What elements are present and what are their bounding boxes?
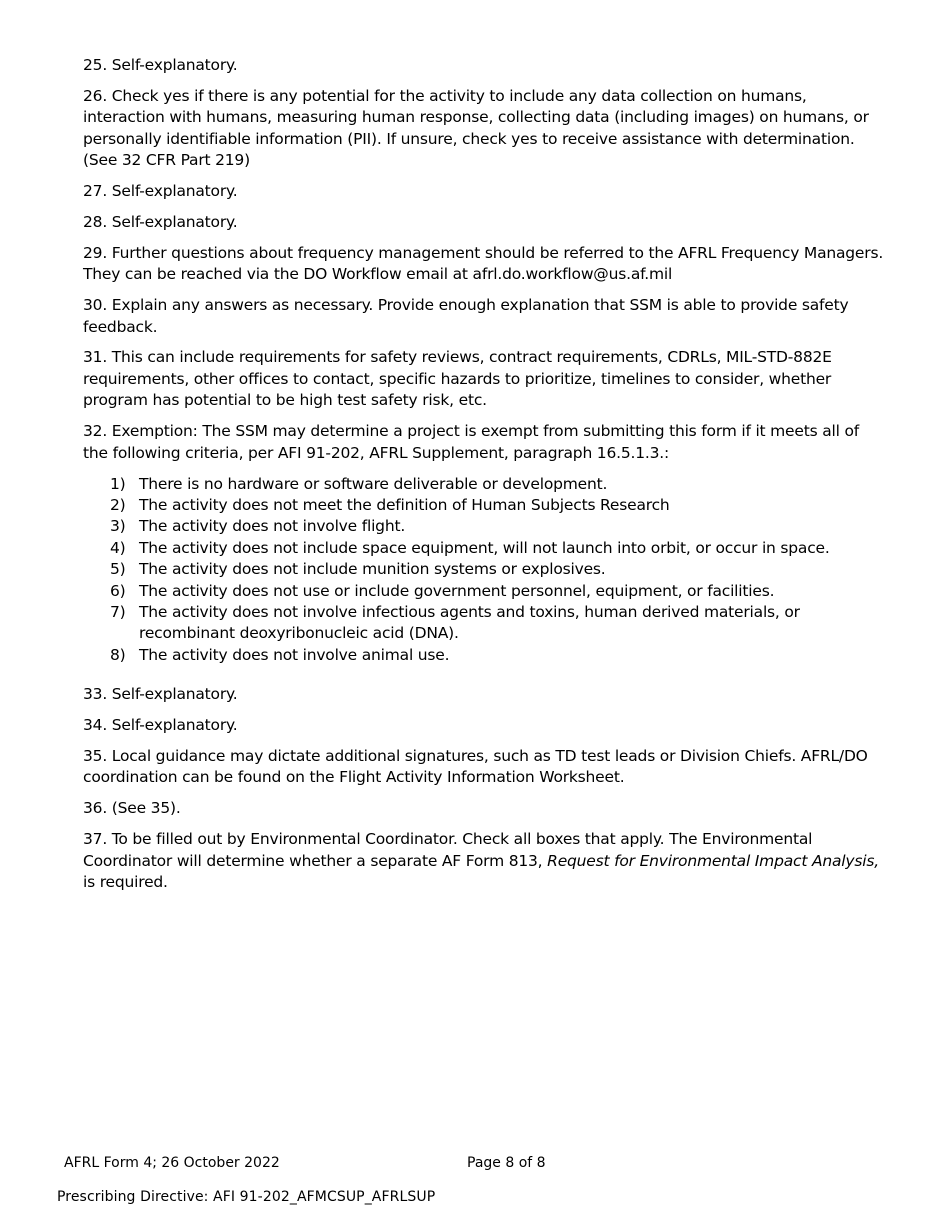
exemption-criteria-list (83, 474, 885, 667)
instruction-27: 27. Self-explanatory. (83, 182, 238, 201)
list-item-number: 5) (110, 560, 126, 579)
instruction-29: 29. Further questions about frequency management should be referred to the AFRL Frequency Managers. They can be reached via the DO Workflow email at afrl.do.workflow@us.af.mil (83, 243, 884, 284)
instruction-31: 31. This can include requirements for safety reviews, contract requirements, CDRLs, MIL-STD-882E requirements, other offices to contact, specific hazards to prioritize, timelines to consider, whether program has potential to be high test safety risk, etc. (83, 348, 832, 410)
list-item-number: 3) (110, 517, 126, 536)
instruction-30: 30. Explain any answers as necessary. Provide enough explanation that SSM is able to provide safety feedback. (83, 296, 849, 336)
list-item (83, 516, 885, 537)
instruction-34: 34. Self-explanatory. (83, 716, 238, 735)
instruction-37 (83, 829, 885, 893)
list-item-number: 8) (110, 645, 126, 664)
list-item-text: The activity does not include space equipment, will not launch into orbit, or occur in space. (139, 538, 830, 557)
instruction-33: 33. Self-explanatory. (83, 685, 238, 704)
footer-prescribing-directive: Prescribing Directive: AFI 91-202_AFMCSUP_AFRLSUP (57, 1189, 436, 1205)
list-item (83, 495, 885, 516)
list-item (83, 581, 885, 602)
list-item-text: The activity does not involve flight. (139, 517, 406, 536)
instructions-body (83, 55, 885, 903)
list-spacer (83, 675, 885, 684)
instruction-37-text: 37. To be filled out by Environmental Coordinator. Check all boxes that apply. The Environmental Coordinator will determine whether a separate AF Form 813, (83, 830, 813, 870)
list-item (83, 559, 885, 580)
footer-form-id: AFRL Form 4; 26 October 2022 (64, 1155, 280, 1171)
instruction-28: 28. Self-explanatory. (83, 212, 238, 231)
list-item-text: The activity does not include munition systems or explosives. (139, 560, 606, 579)
list-item-text: The activity does not meet the definition of Human Subjects Research (139, 495, 670, 514)
instruction-26: 26. Check yes if there is any potential for the activity to include any data collection on humans, interaction with humans, measuring human response, collecting data (including images) on humans, or personally identifiable information (PII). If unsure, check yes to receive assistance with determination. (See 32 CFR Part 219) (83, 86, 869, 170)
instruction-35: 35. Local guidance may dictate additional signatures, such as TD test leads or Division Chiefs. AFRL/DO coordination can be found on the Flight Activity Information Worksheet. (83, 746, 868, 787)
list-item-number: 1) (110, 474, 126, 493)
instruction-25: 25. Self-explanatory. (83, 56, 238, 74)
list-item-text: The activity does not use or include government personnel, equipment, or facilities. (139, 581, 775, 600)
list-item (83, 645, 885, 666)
list-item-text: There is no hardware or software deliverable or development. (139, 474, 608, 493)
form-title-italic: Request for Environmental Impact Analysis, (547, 851, 879, 870)
list-item-number: 2) (110, 495, 126, 514)
list-item (83, 474, 885, 495)
list-item-text: The activity does not involve animal use. (139, 645, 450, 664)
list-item-number: 4) (110, 538, 126, 557)
instruction-36: 36. (See 35). (83, 799, 181, 818)
instruction-37-tail: is required. (83, 873, 168, 891)
instruction-32: 32. Exemption: The SSM may determine a project is exempt from submitting this form if it meets all of the following criteria, per AFI 91-202, AFRL Supplement, paragraph 16.5.1.3.: (83, 422, 859, 462)
list-item-text: The activity does not involve infectious agents and toxins, human derived materials, or recombinant deoxyribonucleic acid (DNA). (139, 602, 800, 643)
footer-page-number: Page 8 of 8 (467, 1155, 546, 1171)
list-item-number: 6) (110, 581, 126, 600)
list-item-number: 7) (110, 602, 126, 621)
list-item (83, 538, 885, 559)
list-item (83, 602, 885, 645)
